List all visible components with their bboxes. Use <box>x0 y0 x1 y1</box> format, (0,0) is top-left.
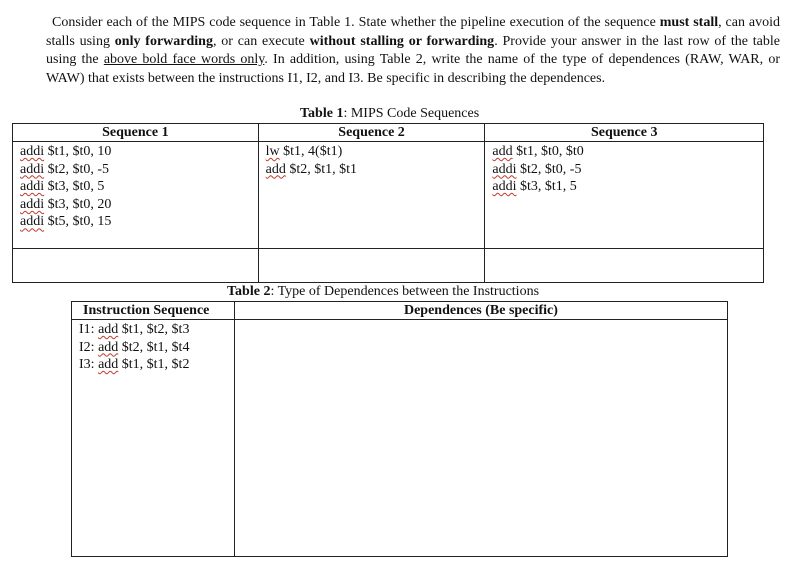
para-text-4: . Provide your answer in the last row of the table using the <box>46 33 781 67</box>
mips-code-table <box>12 123 764 283</box>
bold-without-stalling: without stalling or forwarding <box>309 33 495 49</box>
header-instruction-sequence: Instruction Sequence <box>72 302 235 320</box>
para-text-3: , or can execute <box>212 33 310 49</box>
question-paragraph <box>46 14 780 88</box>
table2-caption-text: : Type of Dependences between the Instructions <box>270 284 540 299</box>
dependences-table <box>71 301 728 557</box>
instruction-list <box>72 320 235 557</box>
bold-must-stall: must stall <box>659 15 719 30</box>
header-sequence-1: Sequence 1 <box>13 124 259 142</box>
header-sequence-3: Sequence 3 <box>485 124 764 142</box>
header-sequence-2: Sequence 2 <box>258 124 485 142</box>
answer-cell-sequence-3[interactable] <box>485 249 764 283</box>
instruction-line: I3: add $t1, $t1, $t2 <box>79 357 190 373</box>
table1-caption <box>300 106 479 122</box>
para-text-1: Consider each of the MIPS code sequence in Table 1. State whether the pipeline execution of the sequence <box>52 15 660 30</box>
sequence-2-code <box>258 142 485 249</box>
para-text-2: , can avoid stalls using <box>46 15 780 49</box>
code-line: add $t1, $t0, $t0 <box>492 144 584 159</box>
table2-caption-bold: Table 2 <box>227 284 271 299</box>
code-line: addi $t2, $t0, -5 <box>20 161 110 177</box>
sequence-1-code <box>13 142 259 249</box>
instruction-line: I1: add $t1, $t2, $t3 <box>79 322 190 337</box>
answer-cell-sequence-1[interactable] <box>13 249 259 283</box>
header-dependences: Dependences (Be specific) <box>234 302 727 320</box>
code-line: addi $t5, $t0, 15 <box>20 214 112 230</box>
code-line: addi $t1, $t0, 10 <box>20 144 112 159</box>
code-line: addi $t3, $t0, 5 <box>20 179 105 195</box>
dependences-answer-cell[interactable] <box>234 320 727 557</box>
underlined-instruction: above bold face words only <box>103 52 265 67</box>
para-text-5: . In addition, using Table 2, write the name of the type of dependences (RAW, WAR, or WAW) that exists between the instructions I1, I2, and I3. Be specific in describing the dependences. <box>46 52 780 86</box>
code-line: addi $t3, $t1, 5 <box>492 179 577 195</box>
table1-caption-text: : MIPS Code Sequences <box>343 106 480 121</box>
instruction-line: I2: add $t2, $t1, $t4 <box>79 339 190 355</box>
table2-caption <box>227 284 539 300</box>
code-line: addi $t3, $t0, 20 <box>20 196 112 212</box>
sequence-3-code <box>485 142 764 249</box>
code-line: add $t2, $t1, $t1 <box>265 161 358 177</box>
code-line: addi $t2, $t0, -5 <box>492 161 582 177</box>
table1-caption-bold: Table 1 <box>300 106 344 121</box>
answer-cell-sequence-2[interactable] <box>258 249 485 283</box>
bold-only-forwarding: only forwarding <box>114 33 213 49</box>
code-line: lw $t1, 4($t1) <box>265 144 343 159</box>
